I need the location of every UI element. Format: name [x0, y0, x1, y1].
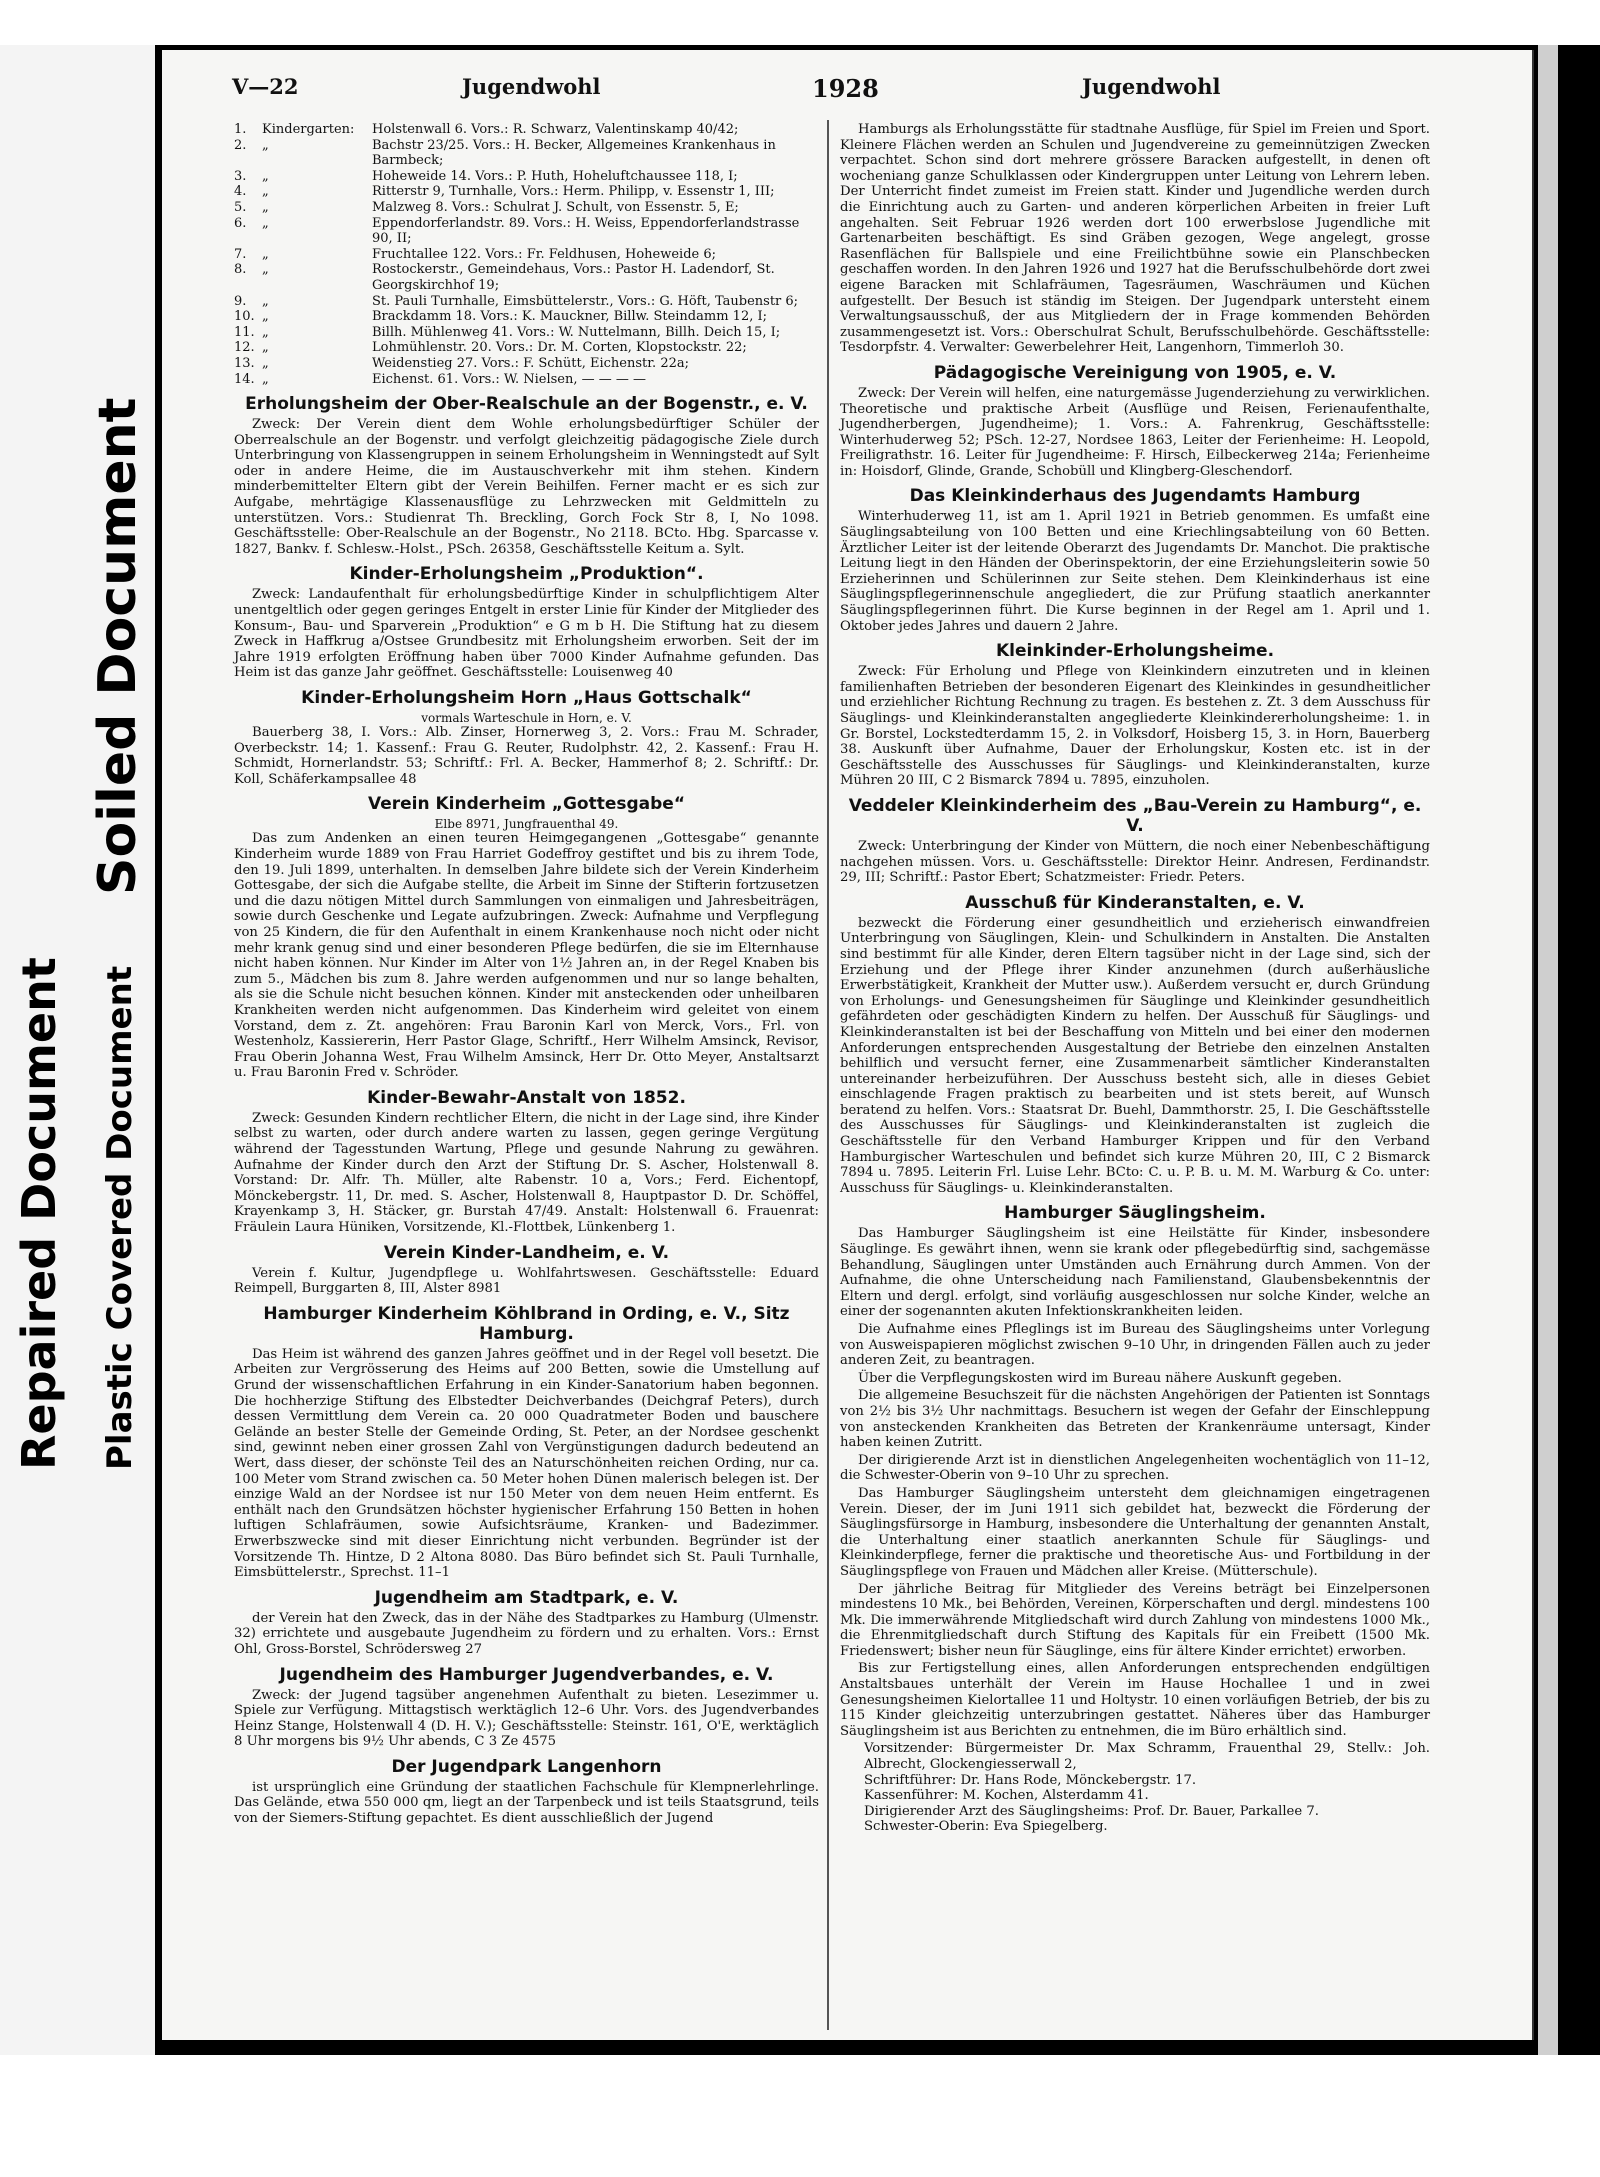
kindergarten-address: Malzweg 8. Vors.: Schulrat J. Schult, von Essenstr. 5, E; [372, 199, 739, 215]
directory-entry [234, 394, 819, 557]
directory-entry [234, 688, 819, 787]
scanned-page [162, 50, 1534, 2040]
kindergarten-address: Eichenst. 61. Vors.: W. Nielsen, — — — — [372, 371, 647, 387]
entry-title: Kinder-Bewahr-Anstalt von 1852. [367, 1087, 686, 1108]
kindergarten-number: 10. [234, 309, 255, 325]
directory-entry [840, 796, 1430, 886]
kindergarten-address: Lohmühlenstr. 20. Vors.: Dr. M. Corten, Klopstockstr. 22; [372, 340, 747, 356]
kindergarten-kind: „ [262, 246, 269, 262]
entry-subtitle: vormals Warteschule in Horn, e. V. [421, 711, 632, 725]
kindergarten-number: 14. [234, 371, 255, 387]
kindergarten-row [234, 138, 819, 169]
kindergarten-address: Ritterstr 9, Turnhalle, Vors.: Herm. Philipp, v. Essenstr 1, III; [372, 184, 775, 200]
paragraph: Die Aufnahme eines Pfleglings ist im Bureau des Säuglingsheims unter Vorlegung von Ausweispapieren möglichst zwischen 9–10 Uhr, in dringenden Fällen auch zu jeder anderen Zeit, zu beantragen. [840, 1322, 1430, 1369]
paragraph: Die allgemeine Besuchszeit für die nächsten Angehörigen der Patienten ist Sonntags von 2½ bis 3½ Uhr nachmittags. Besuchern ist wegen der Gefahr der Einschleppung von ansteckenden Krankheiten das Betreten der Krankenräume untersagt, Kinder haben keinen Zutritt. [840, 1388, 1430, 1451]
kindergarten-kind: „ [262, 262, 269, 278]
entry-text: Zweck: Der Verein dient dem Wohle erholungsbedürftiger Schüler der Oberrealschule an der Bogenstr. und verfolgt gleichzeitig pädagogische Ziele durch Unterbringung von Klassengruppen in seinem Erholungsheim in Wenningstedt auf Sylt oder in andere Heime, die im Austauschverkehr mit ihm stehen. Kindern minderbemittelter Eltern gibt der Verein Beihilfen. Ferner macht er es sich zur Aufgabe, mehrtägige Klassenausflüge zu Lehrzwecken mit Geldmitteln zu unterstützen. Vors.: Studienrat Th. Breckling, Gorch Fock Str 8, I, No 1098. Geschäftsstelle: Ober-Realschule an der Bogenstr., No 2118. BCto. Hbg. Sparcasse v. 1827, Bankv. f. Schlesw.-Holst., PSch. 26358, Geschäftsstelle Keitum a. Sylt. [234, 417, 819, 557]
entry-text: Zweck: Der Verein will helfen, eine naturgemässe Jugenderziehung zu verwirklichen. Theoretische und praktische Arbeit (Ausflüge und Reisen, Ferienaufenthalte, Jugendherbergen, Jugendheime); 1. Vors.: A. Fahrenkrug, Geschäftsstelle: Winterhuderweg 52; PSch. 12-27, Nordsee 1863, Leiter der Ferienheime: H. Leopold, Freiligrathstr. 16. Leiter für Jugendheime: F. Hirsch, Eilbeckerweg 214a; Ferienheime in: Hoisdorf, Glinde, Grande, Schobüll und Klingberg-Gleschendorf. [840, 385, 1430, 479]
board-member-line: Kassenführer: M. Kochen, Alsterdamm 41. [864, 1788, 1149, 1804]
entry-text: Winterhuderweg 11, ist am 1. April 1921 in Betrieb genommen. Es umfaßt eine Säuglingsabteilung von 100 Betten und eine Kriechlingsabteilung von 60 Betten. Ärztlicher Leiter ist der leitende Oberarzt des Jugendamts Dr. Manchot. Die praktische Leitung liegt in den Händen der Oberinspektorin, der eine Erziehungsleiterin sowie 50 Erzieherinnen und Schülerinnen zur Seite stehen. Dem Kleinkinderhaus ist eine Säuglingspflegerinnenschule angegliedert, die zur Prüfung staatlich anerkannter Säuglingspflegerinnen führt. Die Kurse beginnen in der Regel am 1. April und 1. Oktober jedes Jahres und dauern 2 Jahre. [840, 509, 1430, 634]
entry-title: Das Kleinkinderhaus des Jugendamts Hamburg [909, 486, 1361, 507]
paragraph: Über die Verpflegungskosten wird im Bureau nähere Auskunft gegeben. [858, 1370, 1342, 1386]
entry-title: Hamburger Säuglingsheim. [1004, 1203, 1266, 1224]
kindergarten-address: Holstenwall 6. Vors.: R. Schwarz, Valentinskamp 40/42; [372, 122, 739, 137]
kindergarten-row [234, 122, 819, 138]
directory-entry [840, 641, 1430, 789]
kindergarten-kind: „ [262, 168, 269, 184]
page-header [162, 60, 1534, 115]
kindergarten-address: Bachstr 23/25. Vors.: H. Becker, Allgemeines Krankenhaus in Barmbeck; [372, 137, 776, 169]
kindergarten-row [234, 262, 819, 293]
entry-text: Zweck: Unterbringung der Kinder von Müttern, die noch einer Nebenbeschäftigung nachgehen müssen. Vors. u. Geschäftsstelle: Direktor Heinr. Andresen, Ferdinandstr. 29, III; Schriftf.: Pastor Ebert; Schatzmeister: Friedr. Peters. [840, 838, 1430, 886]
kindergarten-address: Rostockerstr., Gemeindehaus, Vors.: Pastor H. Ladendorf, St. Georgskirchhof 19; [372, 262, 775, 293]
kindergarten-kind: „ [262, 324, 269, 340]
directory-entry [840, 893, 1430, 1197]
entry-title: Verein Kinder-Landheim, e. V. [383, 1242, 670, 1263]
directory-entry [234, 564, 819, 681]
kindergarten-number: 6. [234, 215, 247, 231]
paragraph: Bis zur Fertigstellung eines, allen Anforderungen entsprechenden endgültigen Anstaltsbaues unterhält der Verein im Hause Hochallee 1 und in zwei Genesungsheimen Kielortallee 11 und Holtystr. 10 einen vorläufigen Betrieb, der bis zu 115 Kinder gleichzeitig unterzubringen gestattet. Näheres über das Hamburger Säuglingsheim ist aus Berichten zu entnehmen, die im Büro erhältlich sind. [840, 1661, 1430, 1739]
entry-text: ist ursprünglich eine Gründung der staatlichen Fachschule für Klempnerlehrlinge. Das Gelände, etwa 550 000 qm, liegt an der Tarpenbeck und ist teils Staatsgrund, teils von der Siemers-Stiftung gepachtet. Es dient ausschließlich der Jugend [234, 1779, 819, 1827]
entry-text: Bauerberg 38, I. Vors.: Alb. Zinser, Hornerweg 3, 2. Vors.: Frau M. Schrader, Overbeckstr. 14; 1. Kassenf.: Frau G. Reuter, Rudolphstr. 42, 2. Kassenf.: Frau H. Schmidt, Hornerlandstr. 53; Schriftf.: Frl. A. Becker, Hammerhof 8; 2. Schriftf.: Dr. Koll, Schäferkampsallee 48 [234, 725, 819, 787]
entry-title: Veddeler Kleinkinderheim des „Bau-Verein zu Hamburg“, e. V. [848, 795, 1422, 836]
entry-title: Jugendheim des Hamburger Jugendverbandes, e. V. [279, 1664, 774, 1685]
kindergarten-row [234, 340, 819, 356]
kindergarten-address: Eppendorferlandstr. 89. Vors.: H. Weiss, Eppendorferlandstrasse 90, II; [372, 215, 800, 247]
entry-text: Das Heim ist während des ganzen Jahres geöffnet und in der Regel voll besetzt. Die Arbeiten zur Vergrösserung des Heims auf 200 Betten, sowie die Umstellung auf Grund der wissenschaftlichen Erfahrung in ein Kinder-Sanatorium haben begonnen. Die hochherzige Stiftung des Elbstedter Deichverbandes (Deichgraf Peters), durch dessen Vermittlung dem Verein ca. 20 000 Quadratmeter Boden und bauschere Gelände an bester Stelle der Gemeinde Ording, St. Peter, an der Nordsee geschenkt sind, gewinnt neben einer grossen Zahl von Vergünstigungen dadurch bedeutend an Wert, dass dieser, der schönste Teil des an Naturschönheiten reichen Ording, nur ca. 100 Meter vom Strand zwischen ca. 50 Meter hohen Dünen malerisch belegen ist. Der einzige Wald an der Nordsee ist nur 150 Meter von dem neuen Heim entfernt. Es enthält nach den Grundsätzen höchster hygienischer Erfahrung 150 Betten in hohen luftigen Schlafräumen, sowie Aufsichtsräume, Kranken- und Badezimmer. Erwerbszwecke sind mit dieser Einrichtung nicht verbunden. Begründer ist der Vorsitzende Th. Hintze, D 2 Altona 8080. Das Büro befindet sich St. Pauli Turnhalle, Eimsbüttelerstr., Sprechst. 11–1 [234, 1346, 819, 1581]
directory-entry [234, 1088, 819, 1236]
repaired-document-label: Repaired Document [12, 957, 66, 1470]
board-member-line: Schwester-Oberin: Eva Spiegelberg. [864, 1819, 1108, 1835]
kindergarten-row [234, 200, 819, 216]
right-sections [840, 363, 1430, 1320]
kindergarten-address: St. Pauli Turnhalle, Eimsbüttelerstr., Vors.: G. Höft, Taubenstr 6; [372, 293, 799, 309]
kindergarten-number: 7. [234, 246, 247, 262]
paragraph: Der dirigierende Arzt ist in dienstlichen Angelegenheiten wochentäglich von 11–12, die Schwester-Oberin von 9–10 Uhr zu sprechen. [840, 1452, 1430, 1484]
directory-entry [234, 794, 819, 1081]
kindergarten-kind: „ [262, 355, 269, 371]
entry-title: Pädagogische Vereinigung von 1905, e. V. [933, 362, 1337, 383]
entry-title: Kinder-Erholungsheim Horn „Haus Gottschalk“ [301, 688, 752, 708]
entry-text: der Verein hat den Zweck, das in der Nähe des Stadtparkes zu Hamburg (Ulmenstr. 32) errichtete und ausgebaute Jugendheim zu fördern und zu erhalten. Vors.: Ernst Ohl, Gross-Borstel, Schrödersweg 27 [234, 1610, 819, 1657]
page-reference: V—22 [232, 74, 299, 99]
kindergarten-kind: „ [262, 371, 269, 387]
kindergarten-number: 3. [234, 168, 247, 184]
entry-title: Hamburger Kinderheim Köhlbrand in Ording, e. V., Sitz Hamburg. [263, 1303, 790, 1344]
kindergarten-number: 2. [234, 137, 247, 153]
directory-entry [234, 1665, 819, 1750]
entry-text: bezweckt die Förderung einer gesundheitlich und erzieherisch einwandfreien Unterbringung von Säuglingen, Klein- und Schulkindern in Anstalten. Die Anstalten sind bestimmt für alle Kinder, deren Eltern tagsüber nicht in der Lage sind, sich der Erziehung und der Pflege ihrer Kinder anzunehmen (durch außerhäusliche Erwerbstätigkeit, Krankheit der Mutter usw.). Außerdem versucht er, durch Gründung von Erholungs- und Genesungsheimen für Säuglinge und Kleinkinder gesundheitlich gefährdeten oder geschädigten Kindern zu helfen. Der Ausschuß für Säuglings- und Kleinkinderanstalten ist bei der Beschaffung von Mitteln und bei einer den modernen Anforderungen entsprechenden Ausgestaltung der Betriebe den einzelnen Anstalten behilflich und versucht ferner, eine Zusammenarbeit sämtlicher Kinderanstalten untereinander herbeizuführen. Der Ausschuss besteht sich, alle in dieses Gebiet einschlagende Fragen praktisch zu bearbeiten und ist stets bereit, auf Wunsch beratend zu helfen. Vors.: Staatsrat Dr. Buehl, Dammthorstr. 25, I. Die Geschäftsstelle des Ausschusses für Säuglings- und Kleinkinderanstalten ist zugleich die Geschäftsstelle für den Verband Hamburger Krippen und für den Verband Hamburgischer Warteschulen und befindet sich kurze Mühren 20, III, C 2 Bismarck 7894 u. 7895. Leiterin Frl. Luise Lehr. BCto: C. u. P. B. u. M. M. Warburg & Co. unter: Ausschuss für Säuglings- u. Kleinkinderanstalten. [840, 915, 1430, 1196]
kindergarten-row [234, 216, 819, 247]
entry-text: Das zum Andenken an einen teuren Heimgegangenen „Gottesgabe“ genannte Kinderheim wurde 1889 von Frau Harriet Godeffroy gestiftet und bis zu ihrem Tode, den 19. Juli 1899, unterhalten. In demselben Jahre bildete sich der Verein Kinderheim Gottesgabe, der sich die Aufgabe stellte, die Arbeit im Sinne der Stifterin fortzusetzen und die dazu nötigen Mittel durch Sammlungen von einmaligen und Jahresbeiträgen, sowie durch Geschenke und Legate aufzubringen. Zweck: Aufnahme und Verpflegung von 25 Kindern, die für den Aufenthalt in einem Krankenhause noch nicht oder nicht mehr krank genug sind und einer besonderen Pflege bedürfen, die sie im Elternhause nicht haben können. Nur Kinder im Alter von 1½ Jahren an, in der Regel Knaben bis zum 5., Mädchen bis zum 8. Jahre werden aufgenommen und nur so lange behalten, als sie die Schule nicht besuchen können. Kinder mit ansteckenden oder unheilbaren Krankheiten werden nicht aufgenommen. Das Kinderheim wird geleitet von einem Vorstand, dem z. Zt. angehören: Frau Baronin Karl von Merck, Vors., Frl. von Westenholz, Kassiererin, Herr Pastor Glage, Schriftf., Herr Wilhelm Amsinck, Revisor, Frau Oberin Johanna West, Frau Wilhelm Amsinck, Herr Dr. Otto Meyer, Anstaltsarzt u. Frau Baronin Fred v. Schröder. [234, 831, 819, 1081]
kindergarten-row [234, 309, 819, 325]
entry-text: Zweck: Für Erholung und Pflege von Kleinkindern einzutreten und in kleinen familienhaften Betrieben der besonderen Eigenart des Kleinkindes in gesundheitlicher und erziehlicher Richtung Rechnung zu tragen. Es bestehen z. Zt. 3 dem Ausschuss für Säuglings- und Kleinkinderanstalten angegliederte Kleinkindererholungsheime: 1. in Gr. Borstel, Lockstedterdamm 15, 2. in Volksdorf, Hoisberg 15, 3. in Horn, Bauerberg 38. Auskunft über Aufnahme, Dauer der Erholungskur, Kosten etc. ist in der Geschäftsstelle des Ausschusses für Säuglings- und Kleinkinderanstalten, kurze Mühren 20 III, C 2 Bismarck 7894 u. 7895, einzuholen. [840, 664, 1430, 789]
kindergarten-kind: „ [262, 199, 269, 215]
kindergarten-row [234, 294, 819, 310]
kindergarten-number: 5. [234, 199, 247, 215]
directory-entry [234, 1304, 819, 1581]
left-column [234, 122, 819, 1829]
board-member-line: Dirigierender Arzt des Säuglingsheims: Prof. Dr. Bauer, Parkallee 7. [864, 1803, 1319, 1819]
kindergarten-address: Billh. Mühlenweg 41. Vors.: W. Nuttelmann, Billh. Deich 15, I; [372, 324, 781, 340]
kindergarten-number: 8. [234, 262, 247, 278]
board-member-line: Vorsitzender: Bürgermeister Dr. Max Schramm, Frauenthal 29, Stellv.: Joh. Albrecht, Glockengiesserwall 2, [864, 1741, 1430, 1773]
kindergarten-kind: „ [262, 309, 269, 325]
kindergarten-address: Hoheweide 14. Vors.: P. Huth, Hoheluftchaussee 118, I; [372, 168, 738, 184]
kindergarten-row [234, 184, 819, 200]
kindergarten-row [234, 325, 819, 341]
soiled-document-label: Soiled Document [88, 397, 148, 895]
page-year: 1928 [812, 74, 879, 103]
directory-entry [234, 1588, 819, 1658]
kindergarten-number: 4. [234, 184, 247, 200]
paragraph: Der jährliche Beitrag für Mitglieder des Vereins beträgt bei Einzelpersonen mindestens 10 Mk., bei Behörden, Vereinen, Körperschaften und dergl. mindestens 100 Mk. Die immerwährende Mitgliedschaft wird durch Zahlung von mindestens 1000 Mk., die Ehrenmitgliedschaft durch Stiftung des Kapitals für ein Freibett (1500 Mk. Friedenswert; bisher neun für Säuglinge, eins für ältere Kinder errichtet) erworben. [840, 1581, 1430, 1659]
running-title-left: Jugendwohl [462, 74, 601, 99]
entry-title: Kleinkinder-Erholungsheime. [995, 641, 1275, 662]
entry-title: Verein Kinderheim „Gottesgabe“ [367, 794, 685, 815]
entry-title: Kinder-Erholungsheim „Produktion“. [349, 564, 704, 585]
directory-entry [840, 1203, 1430, 1320]
board-members [840, 1741, 1430, 1835]
paragraph: Das Hamburger Säuglingsheim untersteht dem gleichnamigen eingetragenen Verein. Dieser, der im Juni 1911 sich gebildet hat, bezweckt die Förderung der Säuglingsfürsorge in Hamburg, insbesondere die Unterhaltung der genannten Anstalt, die Unterhaltung einer staatlich anerkannten Schule für Säuglings- und Kleinkinderpflege, ferner die praktische und theoretische Aus- und Fortbildung in der Säuglingspflege von Frauen und Mädchen aller Kreise. (Mütterschule). [840, 1485, 1430, 1579]
kindergarten-kind: „ [262, 137, 269, 153]
kindergarten-kind: „ [262, 293, 269, 309]
kindergarten-number: 11. [234, 324, 255, 340]
kindergarten-number: 13. [234, 355, 255, 371]
kindergarten-number: 1. [234, 122, 247, 137]
kindergarten-row [234, 169, 819, 185]
jugendpark-continuation: Hamburgs als Erholungsstätte für stadtnahe Ausflüge, für Spiel im Freien und Sport. Kleinere Flächen werden an Schulen und Jugendvereine zu gemeinnützigen Zwecken verpachtet. Schon sind dort mehrere grössere Baracken aufgestellt, in denen oft wocheniang ganze Schulklassen oder Kindergruppen unter Leitung von Lehrern leben. Der Unterricht findet zumeist im Freien statt. Kinder und Jugendliche werden durch die Einrichtung auch zu Garten- und anderen körperlichen Arbeiten in freier Luft angehalten. Seit Februar 1926 werden dort 100 erwerbslose Jugendliche mit Gartenarbeiten beschäftigt. Es sind Gräben gezogen, Wege angelegt, grosse Rasenflächen für Ballspiele und eine Freilichtbühne sowie ein Planschbecken geschaffen worden. In den Jahren 1926 und 1927 hat die Berufsschulbehörde dort zwei eigene Baracken mit Schlafräumen, Tagesräumen, Waschräumen und Küchen aufgestellt. Der Besuch ist ständig im Steigen. Der Jugendpark untersteht einem Verwaltungsausschuß, der aus Mitgliedern der in Frage kommenden Behörden zusammengesetzt ist. Vors.: Oberschulrat Schult, Berufsschulbehörde. Geschäftsstelle: Tesdorpfstr. 4. Verwalter: Gewerbelehrer Heit, Langenhorn, Timmerloh 30. [840, 122, 1430, 356]
kindergarten-number: 12. [234, 340, 255, 356]
kindergarten-number: 9. [234, 293, 247, 309]
entry-title: Der Jugendpark Langenhorn [391, 1756, 662, 1777]
kindergarten-address: Fruchtallee 122. Vors.: Fr. Feldhusen, Hoheweide 6; [372, 246, 717, 262]
left-sections [234, 394, 819, 1827]
directory-entry [840, 363, 1430, 480]
kindergarten-kind: „ [262, 184, 269, 200]
board-member-line: Schriftführer: Dr. Hans Rode, Mönckebergstr. 17. [864, 1772, 1197, 1788]
entry-text: Zweck: Gesunden Kindern rechtlicher Eltern, die nicht in der Lage sind, ihre Kinder selbst zu warten, oder durch andere warten zu lassen, gegen geringe Vergütung während der Tagesstunden Wartung, Pflege und gesunde Nahrung zu gewähren. Aufnahme der Kinder durch den Arzt der Stiftung Dr. S. Ascher, Holstenwall 8. Vorstand: Dr. Alfr. Th. Müller, alte Rabenstr. 10 a, Vors.; Ferd. Eichentopf, Mönckebergstr. 11, Dr. med. S. Ascher, Holstenwall 8, Hauptpastor D. Dr. Schöffel, Krayenkamp 3, H. Stäcker, gr. Burstah 47/49. Anstalt: Holstenwall 6. Frauenrat: Fräulein Laura Hüniken, Vorsitzende, Kl.-Flottbek, Lünkenberg 1. [234, 1110, 819, 1236]
running-title-right: Jugendwohl [1082, 74, 1221, 99]
kindergarten-kind: „ [262, 215, 269, 231]
kindergarten-kind: Kindergarten: [262, 122, 355, 137]
kindergarten-list [234, 122, 819, 387]
entry-text: Verein f. Kultur, Jugendpflege u. Wohlfahrtswesen. Geschäftsstelle: Eduard Reimpell, Burggarten 8, III, Alster 8981 [234, 1265, 819, 1297]
entry-subtitle: Elbe 8971, Jungfrauenthal 49. [434, 817, 619, 832]
right-column [840, 122, 1430, 1835]
saeuglingsheim-details [840, 1322, 1430, 1739]
kindergarten-row [234, 356, 819, 372]
right-edge-black [1558, 45, 1600, 2055]
kindergarten-address: Brackdamm 18. Vors.: K. Mauckner, Billw. Steindamm 12, I; [372, 309, 767, 325]
directory-entry [840, 486, 1430, 634]
entry-title: Erholungsheim der Ober-Realschule an der Bogenstr., e. V. [245, 394, 808, 415]
directory-entry [234, 1757, 819, 1827]
plastic-covered-label: Plastic Covered Document [100, 965, 140, 1470]
column-divider [827, 120, 829, 2030]
entry-title: Jugendheim am Stadtpark, e. V. [374, 1587, 679, 1608]
entry-title: Ausschuß für Kinderanstalten, e. V. [965, 892, 1305, 913]
kindergarten-row [234, 372, 819, 388]
kindergarten-row [234, 247, 819, 263]
kindergarten-address: Weidenstieg 27. Vors.: F. Schütt, Eichenstr. 22a; [372, 355, 689, 371]
entry-text: Zweck: Landaufenthalt für erholungsbedürftige Kinder in schulpflichtigem Alter unentgeltlich oder gegen geringes Entgelt in erster Linie für Kinder der Mitglieder des Konsum-, Bau- und Sparverein „Produktion“ e G m b H. Die Stiftung hat zu diesem Zweck in Haffkrug a/Ostsee Grundbesitz mit Erholungsheim erworben. Seit der im Jahre 1919 erfolgten Eröffnung haben über 7000 Kinder Aufnahme gefunden. Das Heim ist das ganze Jahr geöffnet. Geschäftsstelle: Louisenweg 40 [234, 587, 819, 681]
kindergarten-kind: „ [262, 340, 269, 356]
directory-entry [234, 1243, 819, 1297]
entry-text: Zweck: der Jugend tagsüber angenehmen Aufenthalt zu bieten. Lesezimmer u. Spiele zur Verfügung. Mittagstisch werktäglich 12–6 Uhr. Vors. des Jugendverbandes Heinz Stange, Holstenwall 4 (D. H. V.); Geschäftsstelle: Steinstr. 161, O'E, werktäglich 8 Uhr morgens bis 9½ Uhr abends, C 3 Ze 4575 [234, 1687, 819, 1750]
entry-text: Das Hamburger Säuglingsheim ist eine Heilstätte für Kinder, insbesondere Säuglinge. Es gewährt ihnen, wenn sie krank oder pflegebedürftig sind, sachgemässe Behandlung, Säuglingen unter Umständen auch Ernährung durch Ammen. Von der Aufnahme, die ohne Unterscheidung nach Familienstand, Glaubensbekenntnis der Eltern und dergl. erfolgt, sind vorläufig ausgeschlossen nur solche Kinder, welche an einer der sogenannten akuten Infektionskrankheiten leiden. [840, 1226, 1430, 1320]
